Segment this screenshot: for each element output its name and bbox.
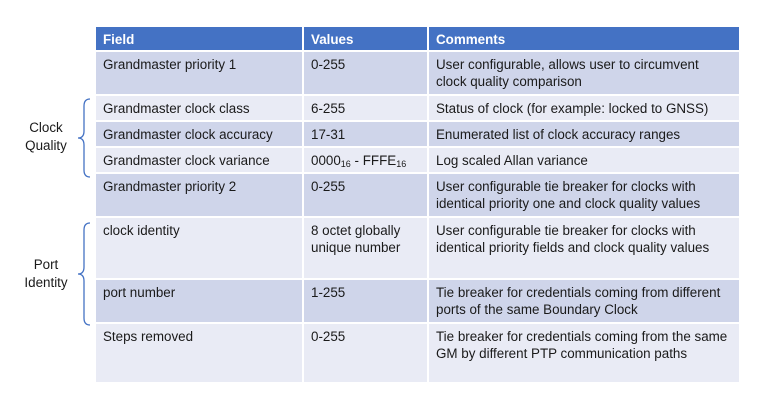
cell-comment: Status of clock (for example: locked to GNSS) [436,101,709,116]
table-row [96,324,739,384]
cell-comment: Log scaled Allan variance [436,153,588,168]
cell-comment: User configurable tie breaker for clocks with identical priority one and clock quality values [436,179,701,211]
table-row [96,52,739,96]
table-row [96,280,739,324]
variance-min-base: 16 [340,159,351,169]
table-row [96,96,739,122]
cell-value: 8 octet globally unique number [304,218,429,278]
variance-separator: - [350,153,363,168]
cell-value: 0-255 [304,174,429,216]
cell-comment: Tie breaker for credentials coming from different ports of the same Boundary Clock [436,285,721,317]
cell-field: Grandmaster clock class [96,96,304,120]
header-values: Values [304,27,429,50]
table-row [96,148,739,174]
table-row [96,122,739,148]
header-comments: Comments [436,32,506,47]
cell-comment: Enumerated list of clock accuracy ranges [436,127,681,142]
cell-field: Grandmaster clock accuracy [96,122,304,146]
ptp-fields-table [96,27,739,384]
clock-quality-label: Clock Quality [25,120,67,153]
cell-value: 0-255 [304,324,429,382]
cell-comment: Tie breaker for credentials coming from the same GM by different PTP communication paths [436,329,728,361]
cell-field: port number [96,280,304,322]
cell-value: 6-255 [304,96,429,120]
cell-value [304,148,429,172]
cell-value: 17-31 [304,122,429,146]
variance-max-base: 16 [396,159,407,169]
clock-quality-brace [76,98,92,178]
cell-comment: User configurable, allows user to circumvent clock quality comparison [436,57,699,89]
cell-comment: User configurable tie breaker for clocks with identical priority fields and clock quality values [436,223,710,255]
cell-field: Grandmaster clock variance [96,148,304,172]
cell-field: Steps removed [96,324,304,382]
cell-field: Grandmaster priority 1 [96,52,304,94]
cell-field: Grandmaster priority 2 [96,174,304,216]
variance-min: 0000 [311,153,341,168]
table-header [96,27,739,52]
table-row [96,174,739,218]
cell-value: 1-255 [304,280,429,322]
port-identity-brace [76,222,92,326]
cell-field: clock identity [96,218,304,278]
cell-value: 0-255 [304,52,429,94]
header-field: Field [96,27,304,50]
variance-max: FFFE [362,153,397,168]
table-row [96,218,739,280]
port-identity-label: Port Identity [24,257,68,290]
